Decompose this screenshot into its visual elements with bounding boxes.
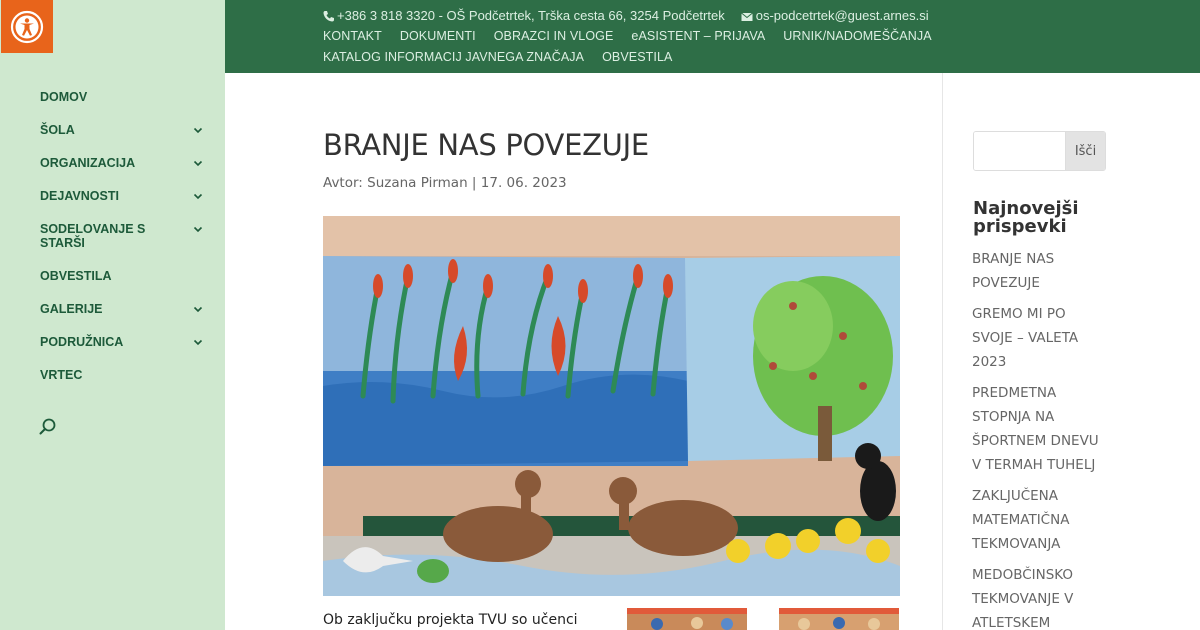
chevron-down-icon — [192, 336, 204, 348]
gallery-thumbnail[interactable] — [779, 608, 899, 630]
sidebar-item-label: DOMOV — [40, 90, 88, 104]
topnav-easistent[interactable]: eASISTENT – PRIJAVA — [631, 29, 766, 43]
sidebar-item-galerije[interactable] — [40, 302, 210, 316]
sidebar-item-domov[interactable] — [40, 90, 210, 104]
post-featured-image — [323, 216, 900, 596]
accessibility-button[interactable] — [1, 0, 53, 53]
sidebar-item-label: OBVESTILA — [40, 269, 112, 283]
sidebar-search — [973, 131, 1106, 171]
recent-post-link[interactable]: PREDMETNA STOPNJA NA ŠPORTNEM DNEVU V TERMAH TUHELJ — [972, 385, 1099, 473]
topnav-urnik[interactable]: URNIK/NADOMEŠČANJA — [783, 29, 932, 43]
post-intro-text: Ob zaključku projekta TVU so učenci — [323, 612, 578, 628]
sidebar-item-label: PODRUŽNICA — [40, 335, 124, 349]
sidebar-item-sodelovanje[interactable] — [40, 222, 210, 250]
sidebar-item-label: ORGANIZACIJA — [40, 156, 136, 170]
content-divider — [942, 73, 943, 630]
recent-post-link[interactable]: MEDOBČINSKO TEKMOVANJE V ATLETSKEM — [972, 567, 1074, 630]
sidebar-item-label: DEJAVNOSTI — [40, 189, 119, 203]
topnav-kontakt[interactable]: KONTAKT — [323, 29, 382, 43]
post-title: BRANJE NAS POVEZUJE — [323, 128, 649, 162]
phone-icon — [323, 10, 334, 22]
chevron-down-icon — [192, 303, 204, 315]
sidebar-item-obvestila[interactable] — [40, 269, 210, 283]
mail-icon — [741, 12, 753, 22]
topnav-obrazci[interactable]: OBRAZCI IN VLOGE — [493, 29, 614, 43]
post-meta: Avtor: Suzana Pirman | 17. 06. 2023 — [323, 175, 567, 191]
recent-post-link[interactable]: ZAKLJUČENA MATEMATIČNA TEKMOVANJA — [972, 488, 1070, 552]
phone-text[interactable]: +386 3 818 3320 - OŠ Podčetrtek, Trška cesta 66, 3254 Podčetrtek — [337, 8, 725, 23]
contact-info — [323, 8, 929, 23]
sidebar-item-vrtec[interactable] — [40, 368, 210, 382]
top-header — [225, 0, 1200, 73]
topnav-katalog[interactable]: KATALOG INFORMACIJ JAVNEGA ZNAČAJA — [323, 50, 585, 64]
search-button[interactable]: Išči — [1065, 132, 1105, 170]
topnav-dokumenti[interactable]: DOKUMENTI — [399, 29, 476, 43]
chevron-down-icon — [192, 124, 204, 136]
email-link[interactable]: os-podcetrtek@guest.arnes.si — [755, 8, 929, 23]
search-input[interactable] — [974, 132, 1065, 170]
left-sidebar — [0, 0, 225, 630]
chevron-down-icon — [192, 190, 204, 202]
accessibility-icon — [10, 10, 44, 44]
thumbnail-image — [779, 608, 899, 630]
thumbnail-image — [627, 608, 747, 630]
sidebar-item-organizacija[interactable] — [40, 156, 210, 170]
sidebar-item-podruznica[interactable] — [40, 335, 210, 349]
recent-post-link[interactable]: GREMO MI PO SVOJE – VALETA 2023 — [972, 306, 1079, 370]
sidebar-item-label: GALERIJE — [40, 302, 103, 316]
recent-posts-title: Najnovejši prispevki — [973, 198, 1079, 237]
sidebar-item-label: ŠOLA — [40, 123, 75, 137]
recent-posts-list — [972, 247, 1102, 630]
sidebar-item-label: SODELOVANJE S STARŠI — [40, 222, 146, 250]
top-nav-row-2 — [323, 50, 690, 64]
gallery-thumbnail[interactable] — [627, 608, 747, 630]
sidebar-item-label: VRTEC — [40, 368, 83, 382]
search-icon[interactable] — [38, 417, 58, 437]
painting-illustration — [323, 216, 900, 596]
chevron-down-icon — [192, 157, 204, 169]
topnav-obvestila[interactable]: OBVESTILA — [602, 50, 673, 64]
sidebar-item-dejavnosti[interactable] — [40, 189, 210, 203]
recent-post-link[interactable]: BRANJE NAS POVEZUJE — [972, 251, 1055, 291]
sidebar-item-sola[interactable] — [40, 123, 210, 137]
top-nav-row-1 — [323, 29, 950, 43]
chevron-down-icon — [192, 223, 204, 235]
